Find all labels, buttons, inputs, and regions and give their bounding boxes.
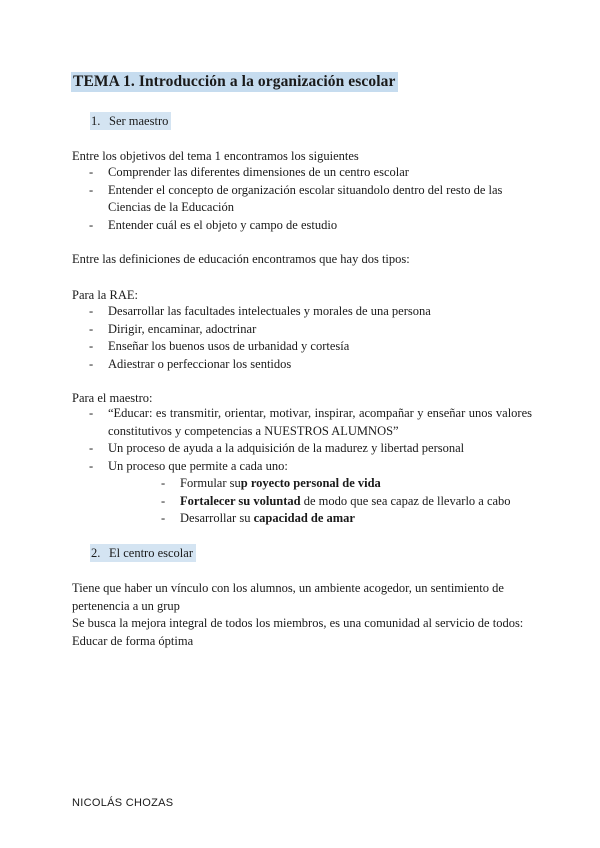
definitions-intro: Entre las definiciones de educación encontramos que hay dos tipos: [72, 252, 410, 266]
list-item: - “Educar: es transmitir, orientar, motivar, inspirar, acompañar y enseñar unos valores constitutivos y competencias a NUESTROS ALUMNOS” [89, 406, 532, 438]
rae-list [72, 303, 532, 373]
dash-bullet: - [161, 476, 166, 490]
paragraph-mejora: Se busca la mejora integral de todos los miembros, es una comunidad al servicio de todos: Educar de forma óptima [72, 616, 524, 648]
dash-bullet: - [89, 458, 94, 473]
list-item: - Adiestrar o perfeccionar los sentidos [72, 356, 532, 374]
footer-author: NICOLÁS CHOZAS [72, 797, 174, 809]
sub-list-item: - Desarrollar su capacidad de amar [108, 510, 532, 528]
section-number: 2. [91, 546, 101, 560]
dash-bullet: - [89, 441, 94, 455]
maestro-list [72, 405, 532, 528]
list-item: - Un proceso de ayuda a la adquisición de la madurez y libertad personal [72, 440, 532, 458]
dash-bullet: - [89, 406, 94, 420]
section-number: 1. [91, 114, 101, 128]
list-item: - Comprender las diferentes dimensiones de un centro escolar [72, 164, 532, 182]
rae-label: Para la RAE: [72, 288, 138, 302]
section-heading-centro-escolar [90, 544, 196, 562]
section-label: Ser maestro [109, 114, 169, 128]
maestro-label: Para el maestro: [72, 391, 153, 405]
section-heading-ser-maestro [90, 112, 171, 130]
dash-bullet: - [89, 339, 94, 353]
list-item: - Desarrollar las facultades intelectuales y morales de una persona [72, 303, 532, 321]
dash-bullet: - [89, 321, 94, 336]
objectives-intro: Entre los objetivos del tema 1 encontramos los siguientes [72, 149, 359, 163]
sub-list [108, 475, 532, 528]
dash-bullet: - [89, 304, 94, 318]
sub-list-item: - Formular sup royecto personal de vida [108, 475, 532, 493]
dash-bullet: - [161, 511, 166, 525]
list-item: - Entender cuál es el objeto y campo de estudio [72, 217, 532, 235]
dash-bullet: - [161, 493, 166, 508]
dash-bullet: - [89, 165, 94, 179]
dash-bullet: - [89, 217, 94, 232]
list-item: - Entender el concepto de organización escolar situandolo dentro del resto de las Ciencias de la Educación [89, 182, 503, 214]
dash-bullet: - [89, 356, 94, 371]
section-label: El centro escolar [109, 546, 193, 560]
sub-list-item: - Fortalecer su voluntad de modo que sea capaz de llevarlo a cabo [108, 493, 532, 511]
list-item: - Dirigir, encaminar, adoctrinar [72, 321, 532, 339]
document-title: TEMA 1. Introducción a la organización escolar [73, 73, 396, 90]
objectives-list [72, 164, 532, 234]
dash-bullet: - [89, 182, 94, 197]
paragraph-vinculo: Tiene que haber un vínculo con los alumnos, un ambiente acogedor, un sentimiento de pertenencia a un grup [72, 581, 504, 613]
list-item: - Un proceso que permite a cada uno: - Formular sup royecto personal de vida - Fortalecer su voluntad de modo que sea capaz de llevarlo a cabo - Desarrollar su capacidad de amar [72, 458, 532, 528]
list-item: - Enseñar los buenos usos de urbanidad y cortesía [72, 338, 532, 356]
